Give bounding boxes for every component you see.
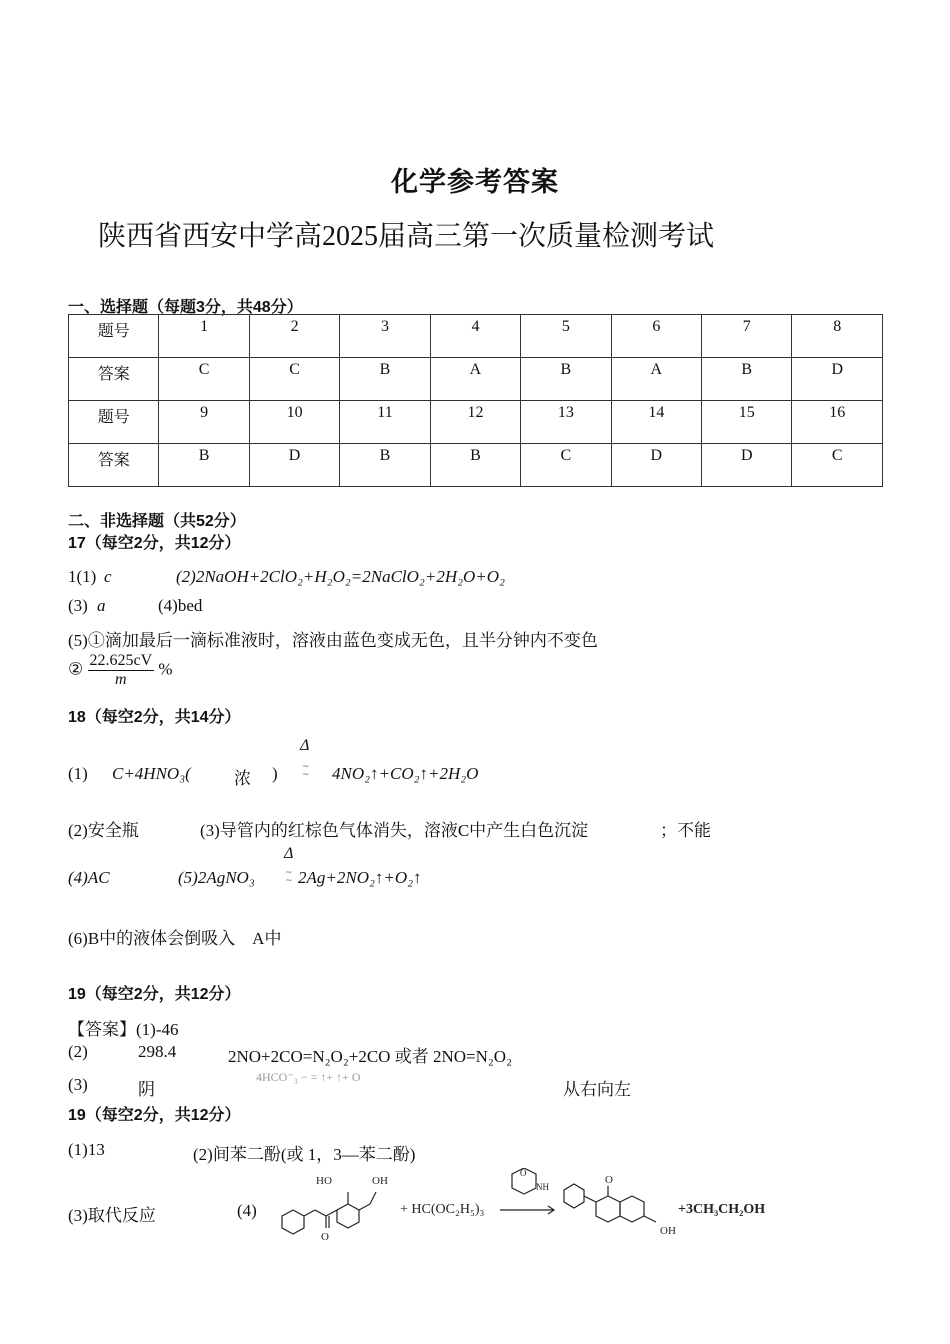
q19a-line3-faint: 4HCO⁻₃ − = ↑+ ↑+ O — [256, 1070, 361, 1084]
table-cell: 16 — [792, 401, 883, 444]
table-cell: 6 — [611, 315, 701, 358]
table-cell: D — [792, 358, 883, 401]
q19a-heading: 19（每空2分，共12分） — [68, 986, 241, 1003]
reactant-structure — [282, 1192, 376, 1234]
table-cell: 10 — [249, 401, 339, 444]
answer-table — [68, 314, 883, 487]
table-cell: C — [249, 358, 339, 401]
q18-line3-c: 2Ag+2NO₂↑+O₂↑ — [298, 868, 422, 887]
q17-line3: (5)①滴加最后一滴标准液时，溶液由蓝色变成无色，且半分钟内不变色 — [68, 631, 598, 650]
table-row — [69, 444, 883, 487]
label-oh: OH — [372, 1175, 388, 1187]
byproduct-text: +3CH₃CH₂OH — [678, 1202, 766, 1217]
section1-heading: 一、选择题（每题3分，共48分） — [68, 299, 303, 316]
q18-line2-b: (3)导管内的红棕色气体消失，溶液C中产生白色沉淀 — [200, 821, 589, 840]
q19b-line1-a: (1)13 — [68, 1140, 105, 1159]
q19a-line1: 【答案】(1)-46 — [68, 1020, 179, 1039]
product-structure — [564, 1184, 656, 1222]
table-cell: B — [702, 358, 792, 401]
fraction-denominator: m — [115, 671, 127, 688]
q18-line3-a: (4)AC — [68, 868, 110, 887]
row-header-cell: 题号 — [69, 315, 159, 358]
q18-line1-conc: 浓 — [234, 769, 251, 788]
svg-text:~: ~ — [302, 770, 310, 780]
fraction-numerator: 22.625cV — [89, 652, 153, 669]
reaction-scheme — [268, 1168, 788, 1248]
table-cell: 14 — [611, 401, 701, 444]
table-cell: 13 — [521, 401, 611, 444]
q18-line1-label: (1) — [68, 764, 88, 783]
table-row — [69, 315, 883, 358]
table-cell: C — [792, 444, 883, 487]
label-o: O — [321, 1231, 329, 1243]
table-cell: 4 — [430, 315, 520, 358]
q19a-line2-a: (2) — [68, 1042, 88, 1061]
table-cell: 2 — [249, 315, 339, 358]
table-cell: 3 — [340, 315, 430, 358]
label-oh2: OH — [660, 1225, 676, 1237]
table-cell: 12 — [430, 401, 520, 444]
label-nh: NH — [536, 1182, 549, 1192]
q19b-heading: 19（每空2分，共12分） — [68, 1107, 241, 1124]
table-cell: B — [159, 444, 249, 487]
q17-heading: 17（每空2分，共12分） — [68, 535, 241, 552]
table-cell: B — [430, 444, 520, 487]
q18-line3-b: (5)2AgNO₃ — [178, 868, 255, 887]
reaction-arrow-icon — [284, 866, 296, 886]
circle-number: ② — [68, 659, 84, 679]
label-product-o: O — [605, 1174, 613, 1186]
label-ho: HO — [316, 1175, 332, 1187]
q17-line2-b: a — [97, 596, 106, 615]
q18-line1-left: C+4HNO₃( — [112, 764, 191, 783]
exam-subtitle: 陕西省西安中学高2025届高三第一次质量检测考试 — [98, 221, 715, 252]
page-title: 化学参考答案 — [391, 167, 559, 197]
q17-line1-c: (2)2NaOH+2ClO₂+H₂O₂=2NaClO₂+2H₂O+O₂ — [176, 567, 505, 586]
fraction — [88, 652, 155, 689]
q19a-line3-b: 阴 — [138, 1080, 155, 1099]
table-cell: 1 — [159, 315, 249, 358]
q18-line4: (6)B中的液体会倒吸入 A中 — [68, 929, 282, 948]
reagent-text: + HC(OC₂H₅)₃ — [400, 1202, 485, 1217]
table-cell: 11 — [340, 401, 430, 444]
table-cell: B — [340, 358, 430, 401]
q19a-line3-a: (3) — [68, 1075, 88, 1094]
table-row — [69, 401, 883, 444]
table-cell: 7 — [702, 315, 792, 358]
q19a-line2-b: 298.4 — [138, 1042, 177, 1061]
label-o2: O — [520, 1168, 527, 1178]
q17-line1-b: c — [104, 567, 112, 586]
row-header-cell: 答案 — [69, 358, 159, 401]
q18-line2-c: ；不能 — [660, 821, 711, 840]
q18-delta-2: Δ — [284, 845, 294, 862]
svg-text:~: ~ — [302, 762, 310, 772]
row-header-cell: 答案 — [69, 444, 159, 487]
table-cell: B — [340, 444, 430, 487]
table-cell: D — [249, 444, 339, 487]
table-cell: C — [159, 358, 249, 401]
q18-delta-1: Δ — [300, 737, 310, 754]
q19b-line2-b: (4) — [237, 1201, 257, 1220]
table-cell: D — [702, 444, 792, 487]
q19b-line2-a: (3)取代反应 — [68, 1206, 156, 1225]
q18-line1-close: ) — [272, 764, 278, 783]
q17-line1-a: 1(1) — [68, 567, 97, 586]
svg-text:~: ~ — [285, 868, 293, 878]
table-cell: A — [430, 358, 520, 401]
q18-line2-a: (2)安全瓶 — [68, 821, 139, 840]
q17-line2-a: (3) — [68, 596, 88, 615]
table-row — [69, 358, 883, 401]
percent-unit: % — [158, 659, 173, 679]
table-cell: C — [521, 444, 611, 487]
table-cell: 8 — [792, 315, 883, 358]
q17-line4 — [68, 652, 173, 689]
q17-line2-c: (4)bed — [158, 596, 203, 615]
svg-text:~: ~ — [285, 876, 293, 886]
table-cell: D — [611, 444, 701, 487]
q19b-line1-b: (2)间苯二酚(或 1，3—苯二酚) — [193, 1145, 416, 1164]
table-cell: 5 — [521, 315, 611, 358]
table-cell: A — [611, 358, 701, 401]
q18-heading: 18（每空2分，共14分） — [68, 709, 241, 726]
section2-heading: 二、非选择题（共52分） — [68, 513, 246, 530]
row-header-cell: 题号 — [69, 401, 159, 444]
q19a-line3-c: 从右向左 — [563, 1080, 631, 1099]
q19a-line2-c: 2NO+2CO=N₂O₂+2CO 或者 2NO=N₂O₂ — [228, 1047, 513, 1066]
table-cell: 9 — [159, 401, 249, 444]
q18-line1-right: 4NO₂↑+CO₂↑+2H₂O — [332, 764, 479, 783]
table-cell: B — [521, 358, 611, 401]
table-cell: 15 — [702, 401, 792, 444]
reaction-arrow-icon — [301, 760, 313, 780]
